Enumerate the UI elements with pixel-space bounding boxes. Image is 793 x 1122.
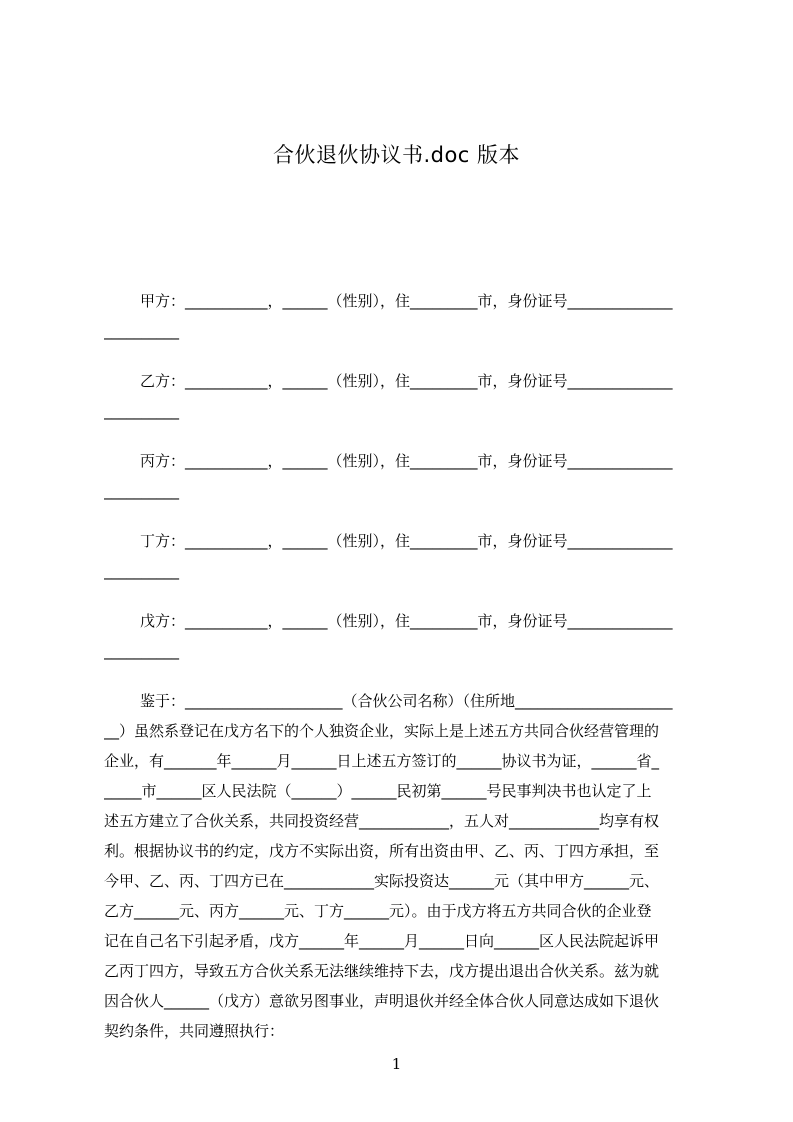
- recital-line: 鉴于：_____________________（合伙公司名称）（住所地_____________________: [140, 692, 673, 710]
- party-ding: [104, 526, 698, 586]
- party-line-continuation: __________: [104, 642, 179, 660]
- party-line: 甲方：___________，______（性别），住_________市，身份证号______________: [140, 292, 673, 310]
- party-wu: [104, 606, 698, 666]
- recital-line: _____市______区人民法院（______）______民初第______号民事判决书也认定了上: [104, 782, 652, 800]
- recital-line: 乙方______元、丙方______元、丁方______元）。由于戊方将五方共同合伙的企业登: [104, 902, 652, 920]
- document-title: 合伙退伙协议书.doc 版本: [272, 143, 521, 167]
- recital-line: 乙丙丁四方，导致五方合伙关系无法继续维持下去，戊方提出退出合伙关系。兹为就: [104, 962, 660, 980]
- party-jia: [104, 286, 698, 346]
- party-line: 丁方：___________，______（性别），住_________市，身份证号______________: [140, 532, 673, 550]
- party-line: 乙方：___________，______（性别），住_________市，身份证号______________: [140, 372, 673, 390]
- party-line: 戊方：___________，______（性别），住_________市，身份证号______________: [140, 612, 673, 630]
- recital-line: 利。根据协议书的约定，戊方不实际出资，所有出资由甲、乙、丙、丁四方承担，至: [104, 842, 660, 860]
- party-line: 丙方：___________，______（性别），住_________市，身份证号______________: [140, 452, 673, 470]
- recital-line: 因合伙人______（戊方）意欲另图事业，声明退伙并经全体合伙人同意达成如下退伙: [104, 992, 660, 1010]
- party-line-continuation: __________: [104, 482, 179, 500]
- recital-paragraph: [104, 686, 698, 1046]
- party-line-continuation: __________: [104, 562, 179, 580]
- recital-line: 述五方建立了合伙关系，共同投资经营____________，五人对____________均享有权: [104, 812, 660, 830]
- party-line-continuation: __________: [104, 322, 179, 340]
- recital-line: __）虽然系登记在戊方名下的个人独资企业，实际上是上述五方共同合伙经营管理的: [104, 722, 660, 740]
- party-line-continuation: __________: [104, 402, 179, 420]
- recital-line: 企业，有_______年______月______日上述五方签订的______协议书为证，______省_: [104, 752, 660, 770]
- page-number: 1: [391, 1055, 402, 1073]
- party-yi: [104, 366, 698, 426]
- recital-line: 记在自己名下引起矛盾，戊方______年______月______日向______区人民法院起诉甲: [104, 932, 660, 950]
- recital-line: 契约条件，共同遵照执行：: [104, 1022, 285, 1040]
- party-bing: [104, 446, 698, 506]
- recital-line: 今甲、乙、丙、丁四方已在____________实际投资达______元（其中甲方______元、: [104, 872, 660, 890]
